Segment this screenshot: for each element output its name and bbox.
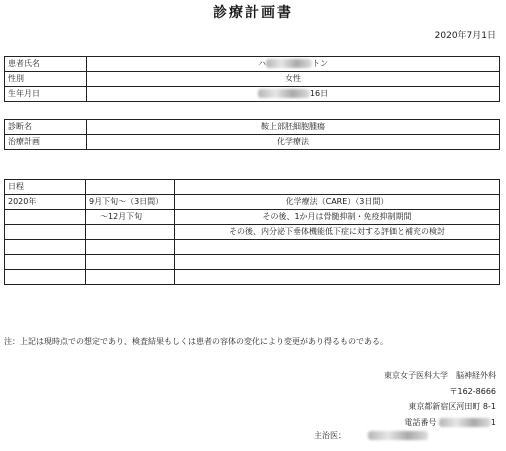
schedule-period	[86, 225, 175, 240]
schedule-cell	[5, 240, 86, 255]
schedule-row	[5, 240, 500, 255]
schedule-cell	[175, 240, 500, 255]
treatment-plan-value: 化学療法	[87, 135, 500, 150]
schedule-label: 日程	[5, 180, 86, 195]
doctor-label: 主治医：	[314, 431, 346, 440]
patient-dob-label: 生年月日	[5, 87, 87, 102]
patient-dob-value	[87, 87, 500, 102]
schedule-header-row	[5, 180, 500, 195]
patient-name-value	[87, 57, 500, 72]
hospital-address-block	[384, 368, 496, 430]
schedule-row	[5, 210, 500, 225]
schedule-period: 〜12月下旬	[86, 210, 175, 225]
patient-info-table	[4, 56, 500, 102]
treatment-plan-row	[5, 135, 500, 150]
redaction-blur	[439, 418, 491, 427]
attending-physician	[314, 430, 428, 441]
schedule-cell	[86, 180, 175, 195]
disclaimer-note: 注：上記は現時点での想定であり、検査結果もしくは患者の容体の変化により変更があり得るものである。	[4, 337, 388, 346]
schedule-cell	[86, 240, 175, 255]
street-address: 東京都新宿区河田町 8-1	[408, 402, 496, 411]
treatment-plan-label: 治療計画	[5, 135, 87, 150]
patient-dob-row	[5, 87, 500, 102]
hospital-name: 東京女子医科大学 脳神経外科	[384, 371, 496, 380]
schedule-year: 2020年	[5, 195, 86, 210]
redaction-blur	[266, 59, 312, 68]
diagnosis-label: 診断名	[5, 120, 87, 135]
schedule-content: その後、1か月は骨髄抑制・免疫抑制期間	[175, 210, 500, 225]
postal-code: 〒162-8666	[449, 386, 496, 396]
schedule-content: 化学療法（CARE）（3日間）	[175, 195, 500, 210]
schedule-cell	[86, 255, 175, 270]
phone-line	[384, 415, 496, 431]
schedule-row	[5, 270, 500, 285]
patient-sex-value: 女性	[87, 72, 500, 87]
schedule-cell	[5, 270, 86, 285]
schedule-period: 9月下旬〜（3日間）	[86, 195, 175, 210]
schedule-table	[4, 179, 500, 285]
redaction-blur	[258, 89, 310, 98]
schedule-content: その後、内分泌下垂体機能低下症に対する評価と補充の検討	[175, 225, 500, 240]
schedule-cell	[86, 270, 175, 285]
document-date: 2020年7月1日	[434, 31, 496, 41]
document-title: 診療計画書	[213, 5, 293, 21]
schedule-cell	[5, 225, 86, 240]
schedule-row	[5, 195, 500, 210]
patient-sex-label: 性別	[5, 72, 87, 87]
patient-name-row	[5, 57, 500, 72]
redaction-blur	[368, 431, 428, 440]
patient-dob-suffix: 16日	[309, 89, 329, 98]
diagnosis-table	[4, 119, 500, 150]
schedule-cell	[175, 270, 500, 285]
schedule-cell	[175, 255, 500, 270]
patient-name-suffix: トン	[312, 59, 328, 68]
schedule-cell	[5, 210, 86, 225]
schedule-cell	[5, 255, 86, 270]
schedule-cell	[175, 180, 500, 195]
patient-name-prefix: ハ	[258, 59, 266, 68]
diagnosis-row	[5, 120, 500, 135]
diagnosis-value: 鞍上部胚細胞腫瘍	[87, 120, 500, 135]
schedule-row	[5, 225, 500, 240]
patient-sex-row	[5, 72, 500, 87]
phone-label: 電話番号	[404, 417, 437, 427]
phone-tail: 1	[490, 417, 496, 427]
patient-name-label: 患者氏名	[5, 57, 87, 72]
schedule-row	[5, 255, 500, 270]
